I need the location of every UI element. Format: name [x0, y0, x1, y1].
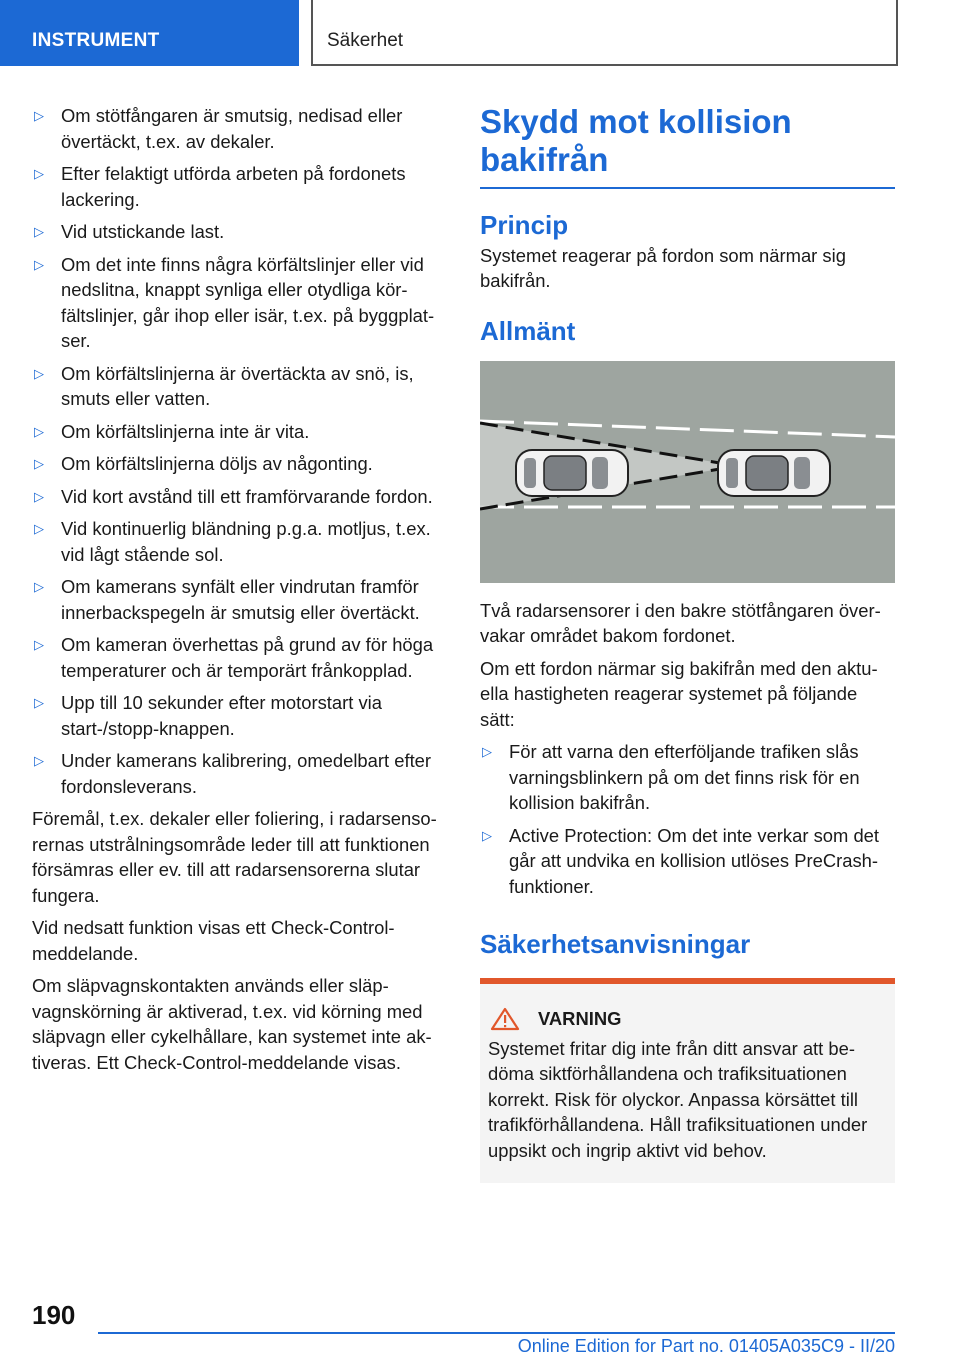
road-diagram [480, 361, 895, 583]
principle-text: Systemet reagerar på fordon som närmar sig bakifrån. [480, 244, 846, 291]
paragraph-reduced-function: Vid nedsatt funktion visas ett Check-Control-meddelande. [32, 917, 395, 964]
list-item: ▷ Om körfältslinjerna är övertäckta av snö, is, smuts eller vatten. [34, 362, 414, 409]
left-column [32, 103, 450, 1082]
general-text-2: Om ett fordon närmar sig bakifrån med den aktu-ella hastigheten reagerar systemet på följande sätt: [480, 657, 878, 730]
triangle-bullet-icon: ▷ [34, 456, 44, 471]
warning-title: VARNING [538, 1008, 622, 1029]
triangle-bullet-icon: ▷ [34, 488, 44, 504]
footer-edition: Online Edition for Part no. 01405A035C9 - II/20 [517, 1336, 895, 1356]
triangle-bullet-icon: ▷ [34, 256, 44, 272]
triangle-bullet-icon: ▷ [34, 166, 44, 181]
heading-principle: Princip [480, 209, 569, 240]
triangle-bullet-icon: ▷ [34, 224, 44, 239]
own-car-icon [718, 450, 830, 496]
right-column [480, 103, 895, 1183]
list-item: ▷ Efter felaktigt utförda arbeten på fordonets lackering. [34, 163, 406, 210]
triangle-bullet-icon: ▷ [34, 695, 44, 710]
triangle-bullet-icon: ▷ [34, 108, 44, 123]
list-item: ▷ Om kameran överhettas på grund av för höga temperaturer och är temporärt frånkopplad. [34, 634, 434, 681]
list-item: ▷ Vid kontinuerlig bländning p.g.a. motljus, t.ex. vid lågt stående sol. [34, 518, 431, 565]
list-item: ▷ För att varna den efterföljande trafiken slås varningsblinkern på om det finns risk för en kollision bakifrån. [482, 741, 860, 813]
triangle-bullet-icon: ▷ [482, 827, 492, 843]
section-tab [0, 0, 299, 66]
warning-text: Systemet fritar dig inte från ditt ansvar att be-döma siktförhållandena och trafiksituationen korrekt. Risk för olyckor. Anpassa körsättet till trafikförhållandena. Håll trafiksituationen under uppsikt och ingrip aktivt vid behov. [488, 1037, 868, 1161]
triangle-bullet-icon: ▷ [34, 365, 44, 381]
list-item: ▷ Upp till 10 sekunder efter motorstart via start-/stopp-knappen. [34, 692, 382, 739]
list-item: ▷ Under kamerans kalibrering, omedelbart efter fordonsleverans. [34, 750, 432, 797]
chapter-tab [311, 0, 898, 66]
footer-divider [98, 1332, 895, 1334]
triangle-bullet-icon: ▷ [34, 637, 44, 652]
rear-radar-illustration [480, 361, 895, 583]
triangle-bullet-icon: ▷ [34, 521, 44, 536]
heading-safety: Säkerhetsanvisningar [480, 929, 751, 959]
section-label: INSTRUMENT [32, 30, 160, 51]
list-item: ▷ Vid utstickande last. [32, 219, 450, 245]
heading-general: Allmänt [480, 315, 576, 346]
title-divider [480, 187, 895, 189]
warning-box [480, 978, 895, 1183]
condition-list [32, 103, 450, 799]
following-car-icon [516, 450, 628, 496]
triangle-bullet-icon: ▷ [34, 423, 44, 439]
paragraph-objects: Föremål, t.ex. dekaler eller foliering, i radarsenso-rernas utstrålningsområde leder till att funktionen försämras eller ev. till att radarsensorerna slutar fungera. [32, 808, 437, 906]
triangle-bullet-icon: ▷ [34, 753, 44, 768]
list-item: ▷ Om körfältslinjerna inte är vita. [32, 419, 450, 445]
list-item: ▷ Vid kort avstånd till ett framförvarande fordon. [32, 484, 450, 510]
general-text-1: Två radarsensorer i den bakre stötfångaren över-vakar området bakom fordonet. [480, 599, 881, 646]
chapter-label: Säkerhet [327, 30, 404, 51]
list-item: ▷ Om kamerans synfält eller vindrutan framför innerbackspegeln är smutsig eller övertäckt. [34, 576, 420, 623]
list-item: ▷ Om körfältslinjerna döljs av någonting. [32, 451, 450, 477]
reaction-list [480, 739, 895, 899]
list-item: ▷ Active Protection: Om det inte verkar som det går att undvika en kollision utlöses PreCrash-funktioner. [482, 824, 880, 897]
triangle-bullet-icon: ▷ [482, 744, 492, 759]
list-item: ▷ Om stötfångaren är smutsig, nedisad eller övertäckt, t.ex. av dekaler. [34, 105, 403, 152]
list-item: ▷ Om det inte finns några körfältslinjer eller vid nedslitna, knappt synliga eller otydliga kör-fältslinjer, går ihop eller isär, t.ex. på byggplat-ser. [34, 253, 435, 351]
section-title: Skydd mot kollision bakifrån [480, 103, 792, 178]
warning-triangle-icon [490, 1007, 520, 1031]
triangle-bullet-icon: ▷ [34, 579, 44, 594]
page-number: 190 [32, 1300, 76, 1330]
page-header [0, 0, 960, 68]
paragraph-trailer: Om släpvagnskontakten används eller släp-vagnskörning är aktiverad, t.ex. vid körning med släpvagn eller cykelhållare, kan systemet inte ak-tiveras. Ett Check-Control-meddelande visas. [32, 975, 432, 1073]
